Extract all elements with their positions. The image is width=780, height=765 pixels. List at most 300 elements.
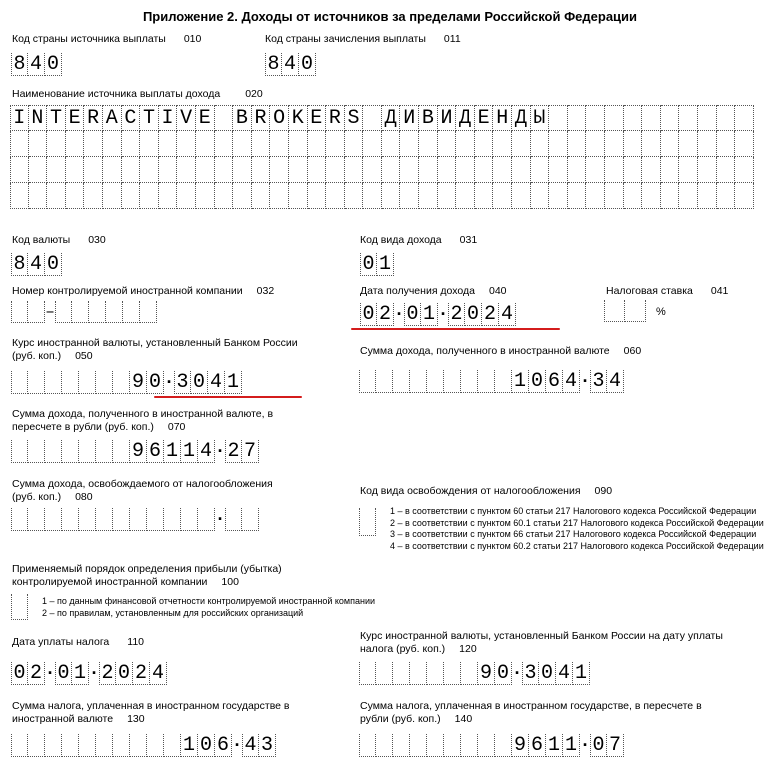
- comb-cell: 0: [55, 662, 72, 685]
- comb-cell: 0: [191, 371, 208, 394]
- comb-cell: [461, 370, 478, 393]
- percent-sign: %: [656, 306, 666, 318]
- comb-cell: [79, 440, 96, 463]
- comb-cell: [717, 157, 736, 183]
- comb-cell: 2: [225, 440, 242, 463]
- field-010-country-code[interactable]: [11, 53, 62, 76]
- comb-cell: [661, 105, 680, 131]
- comb-cell: T: [140, 105, 159, 131]
- field-080-exempt-income[interactable]: [11, 508, 259, 531]
- comb-cell: [225, 508, 242, 531]
- comb-cell: [495, 370, 512, 393]
- comb-cell: [400, 157, 419, 183]
- highlight-underline: [154, 396, 302, 398]
- comb-cell: [735, 131, 754, 157]
- comb-cell: [177, 183, 196, 209]
- comb-cell: [549, 183, 568, 209]
- comb-cell: [393, 662, 410, 685]
- comb-cell: [289, 157, 308, 183]
- comb-cell: [289, 183, 308, 209]
- comb-cell: [376, 370, 393, 393]
- comb-cell: [427, 662, 444, 685]
- comb-cell: [456, 157, 475, 183]
- comb-cell: [103, 131, 122, 157]
- field-020-source-name[interactable]: [10, 105, 754, 209]
- comb-cell: [215, 183, 234, 209]
- comb-cell: [196, 183, 215, 209]
- comb-cell: C: [122, 105, 141, 131]
- comb-cell: [444, 370, 461, 393]
- comb-cell: [113, 371, 130, 394]
- comb-cell: [475, 183, 494, 209]
- field-140-label: Сумма налога, уплаченная в иностранном государстве, в пересчете в рубли (руб. коп.) 140: [360, 700, 702, 725]
- comb-cell: 2: [482, 303, 499, 326]
- comb-cell: [376, 662, 393, 685]
- comb-cell: [363, 183, 382, 209]
- comb-cell: A: [103, 105, 122, 131]
- comb-cell: 3: [522, 662, 539, 685]
- comb-cell: 1: [225, 371, 242, 394]
- comb-cell: N: [29, 105, 48, 131]
- comb-cell: [624, 131, 643, 157]
- comb-cell: [252, 183, 271, 209]
- comb-cell: [47, 131, 66, 157]
- comb-cell: [215, 157, 234, 183]
- comb-cell: И: [400, 105, 419, 131]
- comb-cell: 4: [607, 370, 624, 393]
- comb-separator: ·: [437, 304, 449, 325]
- comb-cell: 0: [198, 734, 215, 757]
- comb-cell: [438, 157, 457, 183]
- comb-cell: [512, 131, 531, 157]
- comb-cell: [382, 131, 401, 157]
- comb-cell: [698, 105, 717, 131]
- field-030-currency-code[interactable]: [11, 253, 62, 276]
- comb-cell: [252, 131, 271, 157]
- comb-cell: [122, 157, 141, 183]
- comb-cell: [393, 370, 410, 393]
- comb-cell: [512, 183, 531, 209]
- comb-cell: 2: [377, 303, 394, 326]
- comb-separator: ·: [214, 441, 226, 462]
- comb-cell: [427, 370, 444, 393]
- comb-cell: [698, 157, 717, 183]
- field-090-label: Код вида освобождения от налогообложения 090: [360, 485, 613, 497]
- comb-cell: [233, 183, 252, 209]
- comb-cell: [717, 183, 736, 209]
- comb-separator: ·: [579, 735, 591, 756]
- option-item: 4 – в соответствии с пунктом 60.2 статьи 217 Налогового кодекса Российской Федерации: [390, 540, 764, 551]
- comb-cell: 2: [99, 662, 116, 685]
- comb-cell: 0: [11, 662, 28, 685]
- comb-cell: [444, 662, 461, 685]
- comb-cell: [376, 734, 393, 757]
- field-031-income-code[interactable]: [360, 253, 394, 276]
- comb-cell: [215, 105, 234, 131]
- comb-cell: [717, 131, 736, 157]
- comb-cell: [270, 183, 289, 209]
- comb-cell: [586, 157, 605, 183]
- comb-cell: [679, 131, 698, 157]
- comb-cell: [270, 131, 289, 157]
- comb-cell: [147, 734, 164, 757]
- comb-cell: [456, 131, 475, 157]
- comb-cell: Д: [382, 105, 401, 131]
- comb-cell: [549, 157, 568, 183]
- comb-separator: ·: [579, 371, 591, 392]
- comb-cell: [196, 131, 215, 157]
- field-110-payment-date[interactable]: [11, 662, 167, 685]
- comb-cell: [10, 131, 29, 157]
- comb-cell: I: [159, 105, 178, 131]
- comb-cell: [410, 734, 427, 757]
- comb-separator: ·: [163, 372, 175, 393]
- comb-cell: 4: [198, 440, 215, 463]
- comb-cell: [679, 157, 698, 183]
- comb-cell: [444, 734, 461, 757]
- field-120-exchange-rate[interactable]: [359, 662, 590, 685]
- comb-cell: [438, 183, 457, 209]
- comb-cell: 0: [529, 370, 546, 393]
- comb-cell: [308, 131, 327, 157]
- comb-cell: [493, 183, 512, 209]
- comb-cell: [196, 157, 215, 183]
- comb-cell: [289, 131, 308, 157]
- comb-cell: O: [270, 105, 289, 131]
- comb-cell: [586, 183, 605, 209]
- comb-cell: 0: [299, 53, 316, 76]
- comb-cell: [642, 131, 661, 157]
- comb-cell: 0: [45, 53, 62, 76]
- comb-cell: Е: [475, 105, 494, 131]
- comb-cell: 0: [116, 662, 133, 685]
- comb-cell: 8: [265, 53, 282, 76]
- comb-cell: [96, 508, 113, 531]
- comb-cell: [113, 440, 130, 463]
- comb-cell: [62, 508, 79, 531]
- field-060-label: Сумма дохода, полученного в иностранной валюте 060: [360, 345, 642, 357]
- comb-cell: [493, 157, 512, 183]
- comb-cell: [363, 131, 382, 157]
- comb-cell: R: [326, 105, 345, 131]
- comb-cell: [393, 734, 410, 757]
- field-032-cfc-number[interactable]: –: [11, 300, 157, 323]
- comb-cell: [62, 440, 79, 463]
- comb-cell: [140, 183, 159, 209]
- comb-row: [10, 131, 754, 157]
- comb-cell: 7: [607, 734, 624, 757]
- comb-cell: [47, 183, 66, 209]
- comb-cell: [326, 157, 345, 183]
- comb-cell: 6: [215, 734, 232, 757]
- comb-cell: [735, 183, 754, 209]
- comb-cell: 4: [28, 53, 45, 76]
- comb-cell: 0: [495, 662, 512, 685]
- comb-cell: [478, 370, 495, 393]
- comb-cell: [735, 105, 754, 131]
- comb-cell: [45, 734, 62, 757]
- comb-cell: [113, 734, 130, 757]
- comb-cell: 1: [546, 734, 563, 757]
- comb-cell: [679, 105, 698, 131]
- comb-cell: [642, 157, 661, 183]
- comb-cell: [410, 662, 427, 685]
- comb-cell: [62, 734, 79, 757]
- comb-cell: [130, 734, 147, 757]
- comb-cell: [28, 734, 45, 757]
- comb-cell: [605, 183, 624, 209]
- field-130-tax-foreign[interactable]: [11, 734, 276, 757]
- field-020-label: Наименование источника выплаты дохода 020: [12, 88, 263, 100]
- comb-cell: 1: [512, 370, 529, 393]
- comb-cell: [79, 734, 96, 757]
- comb-cell: [345, 183, 364, 209]
- comb-cell: [96, 371, 113, 394]
- comb-cell: [28, 508, 45, 531]
- comb-cell: 1: [181, 734, 198, 757]
- comb-cell: 1: [421, 303, 438, 326]
- comb-cell: [252, 157, 271, 183]
- comb-cell: [130, 508, 147, 531]
- comb-cell: 4: [28, 253, 45, 276]
- comb-separator: ·: [511, 663, 523, 684]
- comb-row: [10, 183, 754, 209]
- comb-cell: [586, 131, 605, 157]
- comb-cell: [326, 183, 345, 209]
- comb-cell: [410, 370, 427, 393]
- comb-cell: [717, 105, 736, 131]
- comb-cell: [419, 183, 438, 209]
- field-060-income-foreign[interactable]: [359, 370, 624, 393]
- comb-cell: [438, 131, 457, 157]
- option-item: 2 – в соответствии с пунктом 60.1 статьи 217 Налогового кодекса Российской Федерации: [390, 517, 764, 528]
- comb-cell: [147, 508, 164, 531]
- highlight-underline: [351, 328, 560, 330]
- comb-cell: [427, 734, 444, 757]
- field-080-label: Сумма дохода, освобождаемого от налогообложения (руб. коп.) 080: [12, 478, 273, 503]
- comb-cell: [461, 734, 478, 757]
- comb-separator: ·: [88, 663, 100, 684]
- comb-cell: [11, 734, 28, 757]
- comb-cell: [103, 183, 122, 209]
- comb-cell: [11, 508, 28, 531]
- comb-cell: [96, 440, 113, 463]
- field-100-options: [42, 596, 375, 619]
- comb-cell: B: [233, 105, 252, 131]
- field-032-label: Номер контролируемой иностранной компании 032: [12, 285, 275, 297]
- comb-cell: [568, 157, 587, 183]
- comb-cell: [308, 157, 327, 183]
- comb-cell: [62, 371, 79, 394]
- comb-cell: [308, 183, 327, 209]
- comb-cell: [478, 734, 495, 757]
- comb-cell: 9: [512, 734, 529, 757]
- comb-cell: 1: [563, 734, 580, 757]
- comb-cell: Д: [512, 105, 531, 131]
- comb-cell: [66, 157, 85, 183]
- comb-cell: [568, 131, 587, 157]
- comb-cell: [84, 157, 103, 183]
- comb-cell: 9: [478, 662, 495, 685]
- field-090-options: [390, 506, 764, 552]
- field-120-label: Курс иностранной валюты, установленный Банком России на дату уплаты налога (руб. коп.) 120: [360, 630, 723, 655]
- comb-cell: [29, 157, 48, 183]
- comb-cell: 6: [147, 440, 164, 463]
- comb-cell: [698, 131, 717, 157]
- comb-cell: [159, 131, 178, 157]
- comb-cell: [159, 157, 178, 183]
- comb-cell: 4: [282, 53, 299, 76]
- comb-cell: 3: [174, 371, 191, 394]
- comb-cell: [28, 440, 45, 463]
- comb-cell: [605, 131, 624, 157]
- comb-cell: 9: [130, 440, 147, 463]
- comb-cell: [642, 105, 661, 131]
- comb-cell: [29, 183, 48, 209]
- comb-cell: 1: [164, 440, 181, 463]
- comb-cell: [140, 157, 159, 183]
- comb-cell: [79, 508, 96, 531]
- comb-cell: 0: [45, 253, 62, 276]
- comb-cell: 0: [147, 371, 164, 394]
- comb-cell: Ы: [531, 105, 550, 131]
- comb-cell: [624, 157, 643, 183]
- comb-cell: [11, 440, 28, 463]
- comb-cell: [326, 131, 345, 157]
- comb-cell: [198, 508, 215, 531]
- comb-cell: И: [438, 105, 457, 131]
- comb-cell: E: [308, 105, 327, 131]
- comb-cell: [419, 157, 438, 183]
- comb-row: [10, 105, 754, 131]
- comb-cell: [698, 183, 717, 209]
- comb-cell: 7: [242, 440, 259, 463]
- comb-cell: [568, 183, 587, 209]
- comb-cell: [233, 157, 252, 183]
- comb-cell: [122, 131, 141, 157]
- comb-cell: [84, 183, 103, 209]
- comb-cell: [177, 157, 196, 183]
- comb-cell: I: [10, 105, 29, 131]
- field-030-label: Код валюты 030: [12, 234, 106, 246]
- field-050-label: Курс иностранной валюты, установленный Банком России (руб. коп.) 050: [12, 337, 298, 362]
- comb-cell: [359, 370, 376, 393]
- comb-cell: [475, 157, 494, 183]
- comb-cell: 0: [404, 303, 421, 326]
- comb-cell: S: [345, 105, 364, 131]
- comb-cell: [345, 131, 364, 157]
- comb-cell: [363, 157, 382, 183]
- comb-cell: [549, 131, 568, 157]
- comb-cell: [11, 371, 28, 394]
- comb-cell: [181, 508, 198, 531]
- comb-cell: [586, 105, 605, 131]
- comb-cell: [661, 183, 680, 209]
- comb-cell: [66, 131, 85, 157]
- comb-cell: [164, 508, 181, 531]
- page-title: Приложение 2. Доходы от источников за пределами Российской Федерации: [142, 9, 638, 24]
- comb-cell: [45, 440, 62, 463]
- field-041-label: Налоговая ставка 041: [606, 285, 729, 297]
- field-050-exchange-rate[interactable]: [11, 371, 242, 394]
- field-100-profit-method[interactable]: [11, 594, 28, 620]
- comb-cell: E: [196, 105, 215, 131]
- comb-cell: [66, 183, 85, 209]
- comb-cell: [661, 157, 680, 183]
- field-090-exemption-code[interactable]: [359, 508, 376, 536]
- comb-cell: [735, 157, 754, 183]
- comb-cell: [122, 183, 141, 209]
- comb-cell: [159, 183, 178, 209]
- comb-cell: V: [177, 105, 196, 131]
- comb-cell: [363, 105, 382, 131]
- comb-cell: [605, 157, 624, 183]
- comb-cell: [624, 105, 643, 131]
- comb-cell: [177, 131, 196, 157]
- comb-cell: 2: [133, 662, 150, 685]
- comb-cell: 6: [529, 734, 546, 757]
- comb-cell: [624, 183, 643, 209]
- comb-cell: [140, 131, 159, 157]
- comb-cell: 0: [539, 662, 556, 685]
- field-011-country-code[interactable]: [265, 53, 316, 76]
- comb-cell: [113, 508, 130, 531]
- field-041-tax-rate[interactable]: [604, 300, 646, 322]
- comb-separator: ·: [214, 509, 226, 530]
- comb-cell: [400, 131, 419, 157]
- comb-cell: [47, 157, 66, 183]
- comb-cell: [512, 157, 531, 183]
- option-item: 1 – по данным финансовой отчетности контролируемой иностранной компании: [42, 596, 376, 606]
- comb-cell: 8: [11, 53, 28, 76]
- comb-cell: [568, 105, 587, 131]
- comb-cell: [29, 131, 48, 157]
- comb-cell: Н: [493, 105, 512, 131]
- field-140-tax-rubles[interactable]: [359, 734, 624, 757]
- option-item: 1 – в соответствии с пунктом 60 статьи 217 Налогового кодекса Российской Федерации: [390, 506, 757, 516]
- comb-cell: [242, 508, 259, 531]
- comb-cell: T: [47, 105, 66, 131]
- comb-cell: 4: [499, 303, 516, 326]
- comb-cell: 2: [28, 662, 45, 685]
- comb-cell: K: [289, 105, 308, 131]
- comb-cell: [28, 371, 45, 394]
- comb-cell: [419, 131, 438, 157]
- comb-cell: [461, 662, 478, 685]
- comb-cell: [679, 183, 698, 209]
- field-070-income-rubles[interactable]: [11, 440, 259, 463]
- comb-cell: 4: [556, 662, 573, 685]
- option-item: 2 – по правилам, установленным для российских организаций: [42, 607, 304, 618]
- comb-cell: 4: [242, 734, 259, 757]
- field-110-label: Дата уплаты налога 110: [12, 636, 145, 648]
- field-040-income-date[interactable]: [360, 303, 516, 326]
- comb-cell: 3: [590, 370, 607, 393]
- comb-cell: 1: [181, 440, 198, 463]
- comb-cell: 1: [573, 662, 590, 685]
- field-011-label: Код страны зачисления выплаты 011: [265, 33, 461, 45]
- comb-cell: [382, 183, 401, 209]
- option-item: 3 – в соответствии с пунктом 66 статьи 217 Налогового кодекса Российской Федерации: [390, 529, 757, 540]
- comb-cell: [549, 105, 568, 131]
- comb-row: [10, 157, 754, 183]
- comb-cell: [96, 734, 113, 757]
- comb-cell: В: [419, 105, 438, 131]
- comb-cell: [103, 157, 122, 183]
- comb-cell: Д: [456, 105, 475, 131]
- comb-cell: E: [66, 105, 85, 131]
- comb-cell: 6: [546, 370, 563, 393]
